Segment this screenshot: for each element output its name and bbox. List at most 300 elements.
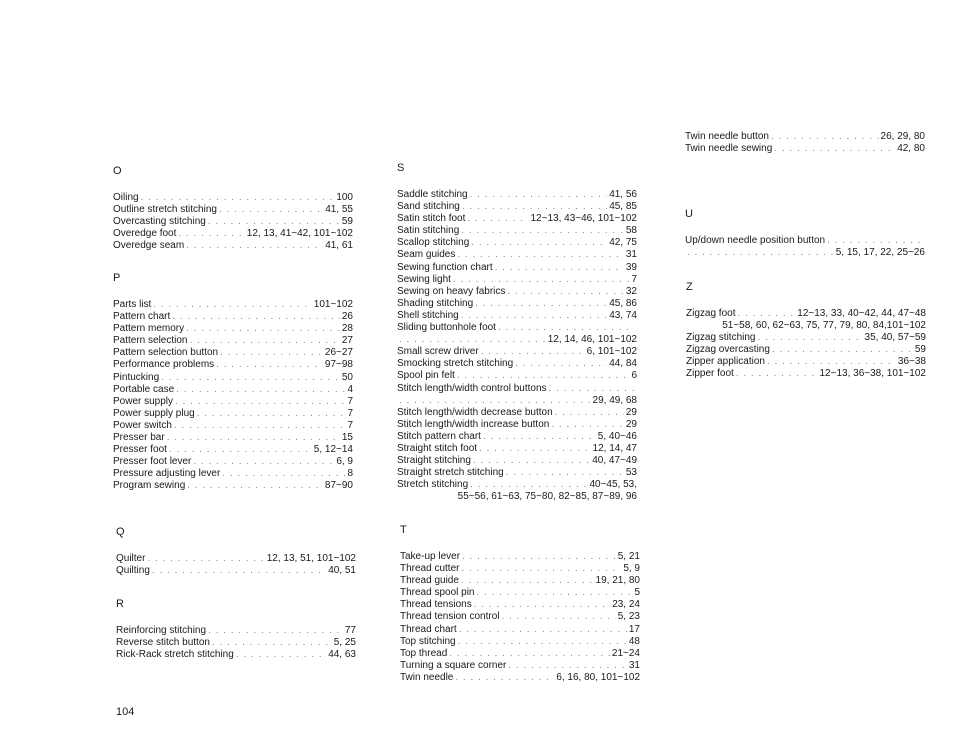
dot-leader [461,225,624,237]
dot-leader [736,368,818,380]
index-pages: 5, 23 [617,611,640,623]
dot-leader [479,443,590,455]
index-pages: 97~98 [324,359,353,371]
index-entry [397,189,637,201]
index-term: Top stitching [400,635,456,647]
section-heading: R [116,598,124,610]
index-pages: 5, 25 [333,637,356,649]
dot-leader [477,587,633,599]
dot-leader [174,420,346,432]
dot-leader [399,334,546,346]
index-entry [397,431,637,443]
dot-leader [459,624,627,636]
index-entry [400,660,640,672]
index-pages: 5 [634,587,640,599]
index-pages: 12~13, 43~46, 101~102 [530,213,637,225]
index-term: Straight stretch stitching [397,467,504,479]
index-term: Twin needle [400,671,454,683]
index-pages: 36~38 [897,356,926,368]
dot-leader [169,444,312,456]
index-pages: 45, 85 [609,201,637,213]
dot-leader [197,408,346,420]
index-pages: 26~27 [324,347,353,359]
index-pages: 43, 74 [609,309,637,321]
index-entry [113,204,353,216]
dot-leader [216,359,323,371]
index-term: Turning a square corner [400,659,507,671]
index-entry [397,310,637,322]
index-term: Saddle stitching [397,189,468,200]
dot-leader [175,396,345,408]
section-s [397,161,637,503]
index-term: Overedge seam [113,240,185,252]
index-pages: 27 [341,335,353,347]
index-pages: 40~45, 53, [589,479,637,491]
index-pages: 87~90 [324,480,353,492]
dot-leader [757,332,862,344]
dot-leader [161,372,340,384]
dot-leader [467,213,528,225]
dot-leader [495,262,624,274]
index-pages: 29 [625,406,637,418]
index-pages: 32 [625,285,637,297]
index-entry [685,131,925,143]
index-term: Sand stitching [397,201,460,213]
dot-leader [449,648,610,660]
index-term: Zigzag foot [686,308,736,319]
index-entry [397,346,637,358]
index-entry-continuation [397,334,637,346]
dot-leader [470,479,587,491]
index-entry [113,444,353,456]
index-term: Parts list [113,299,152,310]
dot-leader [219,204,323,216]
index-term: Thread spool pin [400,587,475,599]
index-entry [400,587,640,599]
index-entry [686,356,926,368]
index-pages: 19, 21, 80 [595,575,640,587]
index-entry [400,624,640,636]
index-term: Overedge foot [113,228,177,240]
index-term: Small screw driver [397,346,479,358]
index-pages: 26 [341,311,353,323]
index-term: Thread tensions [400,599,472,611]
index-term: Sewing function chart [397,261,493,273]
index-entry [686,368,926,380]
dot-leader [474,599,610,611]
index-term: Pattern chart [113,311,171,323]
index-pages: 12, 14, 46, 101~102 [547,334,637,346]
section-heading: S [397,162,405,174]
section-t [400,523,640,684]
index-entry [113,432,353,444]
index-pages: 5, 21 [617,551,640,562]
section-p [113,271,353,493]
index-pages: 6, 101~102 [586,346,637,358]
dot-leader [186,240,323,252]
index-pages: 5, 15, 17, 22, 25~26 [835,247,925,259]
index-entry [400,575,640,587]
dot-leader [461,310,607,322]
index-entry [113,192,353,204]
index-pages: 7 [347,419,353,431]
section-q [116,525,356,577]
index-pages: 6, 9 [336,456,353,468]
index-entry [397,467,637,479]
index-entry [400,599,640,611]
dot-leader [208,625,343,637]
index-entry [113,216,353,228]
index-term: Satin stitch foot [397,213,466,225]
index-entry [397,419,637,431]
dot-leader [193,456,334,468]
dot-leader [187,480,323,492]
index-entry [397,370,637,382]
index-pages: 51~58, 60, 62~63, 75, 77, 79, 80, 84,101~102 [722,320,926,332]
index-term: Power switch [113,419,172,431]
index-entry [397,225,637,237]
dot-leader [481,346,585,358]
index-entry [686,344,926,356]
index-pages: 17 [628,623,640,635]
dot-leader [141,192,335,204]
index-pages: 5, 9 [623,563,640,575]
index-pages: 12~13, 33, 40~42, 44, 47~48 [797,308,926,319]
dot-leader [471,237,607,249]
index-entry [686,332,926,344]
index-entry [113,311,353,323]
index-pages: 6, 16, 80, 101~102 [556,671,640,683]
index-pages: 53 [625,467,637,479]
index-entry [685,235,925,247]
dot-leader [774,143,895,155]
index-entry [400,648,640,660]
index-pages: 59 [914,344,926,356]
index-pages: 12~13, 36~38, 101~102 [819,368,926,380]
dot-leader [502,611,616,623]
index-pages: 31 [625,249,637,261]
index-term: Pressure adjusting lever [113,468,221,480]
index-term: Spool pin felt [397,370,455,382]
index-entry [113,456,353,468]
index-entry-continuation [397,395,637,407]
index-entry [400,611,640,623]
dot-leader [457,249,624,261]
index-term: Overcasting stitching [113,216,206,228]
index-entry [113,359,353,371]
index-pages: 4 [347,383,353,395]
index-entry [113,408,353,420]
index-entry [113,480,353,492]
index-pages: 29, 49, 68 [592,394,637,406]
index-pages: 8 [347,468,353,480]
index-pages: 45, 86 [609,297,637,309]
index-term: Outline stretch stitching [113,204,217,216]
index-term: Shell stitching [397,309,459,321]
index-term: Quilter [116,553,146,564]
dot-leader [172,311,340,323]
index-pages: 12, 13, 41~42, 101~102 [246,228,353,240]
index-entry [113,335,353,347]
dot-leader [461,575,594,587]
dot-leader [147,553,264,565]
index-entry [400,551,640,563]
dot-leader [457,370,630,382]
index-entry [397,237,637,249]
index-entry [116,625,356,637]
index-pages: 7 [347,395,353,407]
index-term: Pattern selection button [113,347,219,359]
dot-leader [483,431,596,443]
index-term: Stretch stitching [397,479,469,491]
index-term: Twin needle sewing [685,143,773,155]
index-entry [397,443,637,455]
index-pages: 44, 84 [609,358,637,370]
section-t-continued [685,131,925,155]
index-entry [400,636,640,648]
index-entry [400,563,640,575]
index-term: Sewing on heavy fabrics [397,285,506,297]
index-term: Pattern selection [113,335,188,347]
dot-leader [473,455,590,467]
section-o [113,164,353,252]
index-entry [113,420,353,432]
index-entry [397,322,637,334]
index-term: Seam guides [397,249,456,261]
dot-leader [461,563,621,575]
index-entry [397,201,637,213]
index-term: Satin stitching [397,225,460,237]
index-pages: 15 [341,432,353,444]
index-term: Reverse stitch button [116,637,210,649]
dot-leader [453,274,630,286]
index-term: Program sewing [113,480,186,492]
index-pages: 26, 29, 80 [880,131,925,142]
index-pages: 6 [631,370,637,382]
index-term: Power supply plug [113,407,195,419]
dot-leader [176,384,345,396]
index-term: Smocking stretch stitching [397,358,514,370]
index-pages: 40, 47~49 [592,455,637,467]
dot-leader [507,286,623,298]
section-u [685,207,925,259]
index-pages: 40, 51 [328,565,356,577]
index-entry-continuation [686,320,926,332]
index-term: Top thread [400,647,448,659]
index-pages: 101~102 [313,299,353,310]
section-r [116,597,356,661]
index-pages: 12, 13, 51, 101~102 [266,553,356,564]
dot-leader [551,419,624,431]
index-pages: 41, 61 [325,240,353,252]
dot-leader [498,322,635,334]
dot-leader [212,637,332,649]
index-entry [113,468,353,480]
index-term: Sliding buttonhole foot [397,322,496,334]
dot-leader [399,395,591,407]
dot-leader [178,228,244,240]
index-entry [116,649,356,661]
dot-leader [827,235,923,247]
index-entry [397,286,637,298]
index-pages: 31 [628,659,640,671]
index-term: Stitch pattern chart [397,430,481,442]
dot-leader [220,347,323,359]
index-pages: 50 [341,371,353,383]
dot-leader [455,672,554,684]
index-pages: 42, 75 [609,237,637,249]
section-z [686,280,926,381]
dot-leader [772,344,913,356]
index-entry [686,308,926,320]
index-term: Presser foot lever [113,456,192,468]
index-term: Oiling [113,192,139,203]
index-entry [400,672,640,684]
dot-leader [508,660,627,672]
section-heading: P [113,272,121,284]
index-term: Thread guide [400,575,459,587]
index-pages: 42, 80 [897,143,925,155]
section-heading: O [113,165,122,177]
index-term: Pintucking [113,371,160,383]
index-pages: 29 [625,418,637,430]
index-entry [397,274,637,286]
index-term: Sewing light [397,273,451,285]
index-entry [113,299,353,311]
index-entry [685,143,925,155]
index-term: Zigzag stitching [686,332,756,344]
index-pages: 39 [625,261,637,273]
dot-leader [208,216,340,228]
index-pages: 7 [347,407,353,419]
index-pages: 77 [344,625,356,636]
dot-leader [458,636,627,648]
index-entry [397,298,637,310]
dot-leader [771,131,879,143]
index-entry [113,372,353,384]
section-heading: Z [686,281,693,293]
index-pages: 12, 14, 47 [592,442,637,454]
index-term: Take-up lever [400,551,461,562]
index-entry [113,347,353,359]
index-term: Straight stitching [397,455,471,467]
index-entry [397,262,637,274]
index-pages: 21~24 [611,647,640,659]
index-term: Zigzag overcasting [686,344,770,356]
index-entry [397,479,637,491]
section-heading: T [400,524,407,536]
index-entry [397,358,637,370]
index-pages: 5, 40~46 [597,430,637,442]
index-term: Presser foot [113,444,167,456]
index-pages: 48 [628,635,640,647]
index-term: Straight stitch foot [397,442,478,454]
dot-leader [153,299,311,311]
dot-leader [506,467,624,479]
index-entry [397,213,637,225]
index-term: Power supply [113,395,174,407]
index-entry [397,455,637,467]
index-pages: 7 [631,273,637,285]
index-entry [113,396,353,408]
index-pages: 59 [341,216,353,228]
index-entry [397,249,637,261]
index-term: Zipper application [686,356,765,368]
dot-leader [152,565,326,577]
index-entry [116,637,356,649]
dot-leader [767,356,896,368]
dot-leader [222,468,345,480]
index-pages: 23, 24 [612,599,640,611]
index-term: Thread chart [400,623,457,635]
index-pages: 55~56, 61~63, 75~80, 82~85, 87~89, 96 [457,491,637,503]
index-term: Thread cutter [400,563,460,575]
index-term: Zipper foot [686,368,734,380]
dot-leader [470,189,608,201]
dot-leader [186,323,340,335]
index-entry [116,565,356,577]
index-pages: 41, 56 [609,189,637,200]
index-entry-continuation [397,491,637,503]
dot-leader [475,298,607,310]
index-entry [113,240,353,252]
index-entry [397,407,637,419]
index-pages: 5, 12~14 [313,444,353,456]
index-term: Portable case [113,383,175,395]
dot-leader [190,335,340,347]
dot-leader [549,383,635,395]
index-pages: 41, 55 [325,204,353,216]
index-term: Scallop stitching [397,237,470,249]
index-entry-continuation [685,247,925,259]
index-entry [397,383,637,395]
dot-leader [462,551,616,563]
index-pages: 44, 63 [328,649,356,661]
index-pages: 100 [336,192,353,203]
dot-leader [515,358,607,370]
index-term: Stitch length/width increase button [397,418,550,430]
index-term: Quilting [116,565,150,577]
index-term: Thread tension control [400,611,500,623]
dot-leader [555,407,624,419]
index-term: Pattern memory [113,323,185,335]
index-term: Shading stitching [397,297,474,309]
dot-leader [167,432,340,444]
dot-leader [462,201,607,213]
index-term: Reinforcing stitching [116,625,207,636]
index-term: Stitch length/width control buttons [397,382,547,394]
dot-leader [737,308,795,320]
index-entry [113,323,353,335]
dot-leader [687,247,834,259]
index-term: Up/down needle position button [685,235,826,246]
section-heading: U [685,208,693,220]
index-term: Stitch length/width decrease button [397,406,553,418]
section-heading: Q [116,526,125,538]
page-number: 104 [116,706,135,718]
index-pages: 35, 40, 57~59 [864,332,926,344]
index-pages: 28 [341,323,353,335]
index-term: Presser bar [113,432,165,444]
index-entry [113,384,353,396]
dot-leader [236,649,326,661]
index-term: Rick-Rack stretch stitching [116,649,234,661]
index-pages: 58 [625,225,637,237]
index-term: Performance problems [113,359,215,371]
index-entry [116,553,356,565]
index-entry [113,228,353,240]
index-term: Twin needle button [685,131,769,142]
